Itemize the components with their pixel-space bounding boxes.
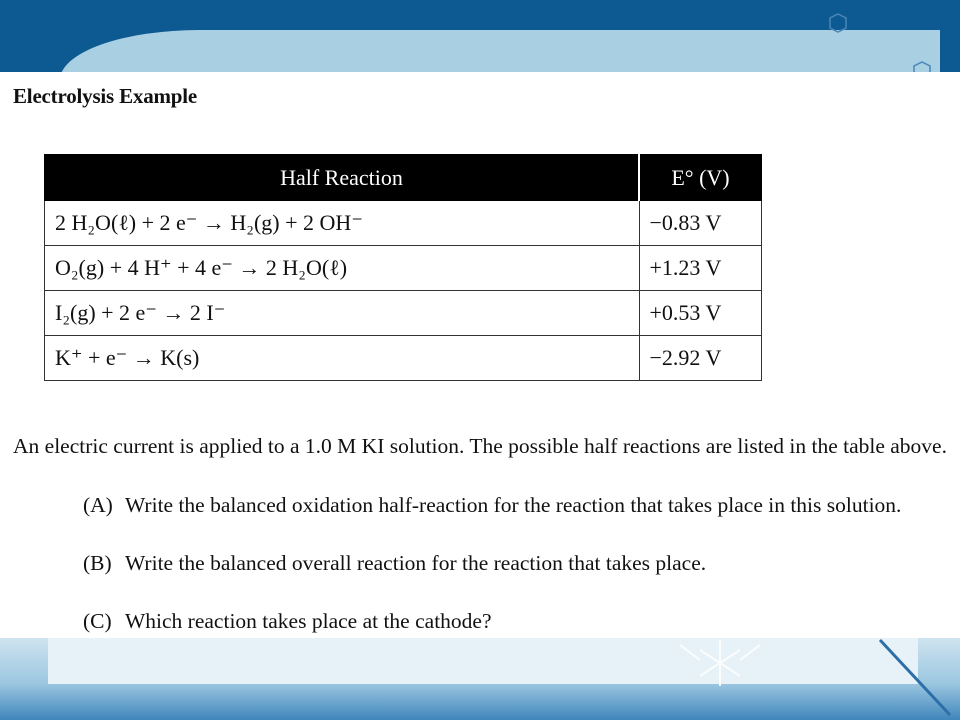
page-title: Electrolysis Example <box>13 84 198 108</box>
table-header-row <box>45 155 762 201</box>
table-row <box>45 336 762 381</box>
potential-cell: −2.92 V <box>639 336 762 381</box>
potential-cell: +1.23 V <box>639 246 762 291</box>
part-text: Write the balanced oxidation half-reaction for the reaction that takes place in this solution. <box>125 493 902 517</box>
column-header-potential: E° (V) <box>639 155 762 201</box>
table-row <box>45 201 762 246</box>
reaction-cell: 2 H₂O(ℓ) + 2 e⁻ → H₂(g) + 2 OH⁻ <box>45 201 640 246</box>
question-part-b <box>83 551 706 576</box>
question-part-a <box>83 493 901 518</box>
column-header-half-reaction: Half Reaction <box>45 155 640 201</box>
part-text: Which reaction takes place at the cathode? <box>125 609 492 633</box>
part-text: Write the balanced overall reaction for the reaction that takes place. <box>125 551 707 575</box>
potential-cell: −0.83 V <box>639 201 762 246</box>
table-row <box>45 246 762 291</box>
part-label: (C) <box>83 609 112 633</box>
reaction-cell: K⁺ + e⁻ → K(s) <box>45 336 640 381</box>
table-row <box>45 291 762 336</box>
question-part-c <box>83 609 492 634</box>
half-reaction-table <box>44 154 762 381</box>
potential-cell: +0.53 V <box>639 291 762 336</box>
part-label: (B) <box>83 551 112 575</box>
part-label: (A) <box>83 493 113 517</box>
question-intro: An electric current is applied to a 1.0 M KI solution. The possible half reactions are listed in the table above. <box>13 434 947 458</box>
reaction-cell: O₂(g) + 4 H⁺ + 4 e⁻ → 2 H₂O(ℓ) <box>45 246 640 291</box>
reaction-cell: I₂(g) + 2 e⁻ → 2 I⁻ <box>45 291 640 336</box>
